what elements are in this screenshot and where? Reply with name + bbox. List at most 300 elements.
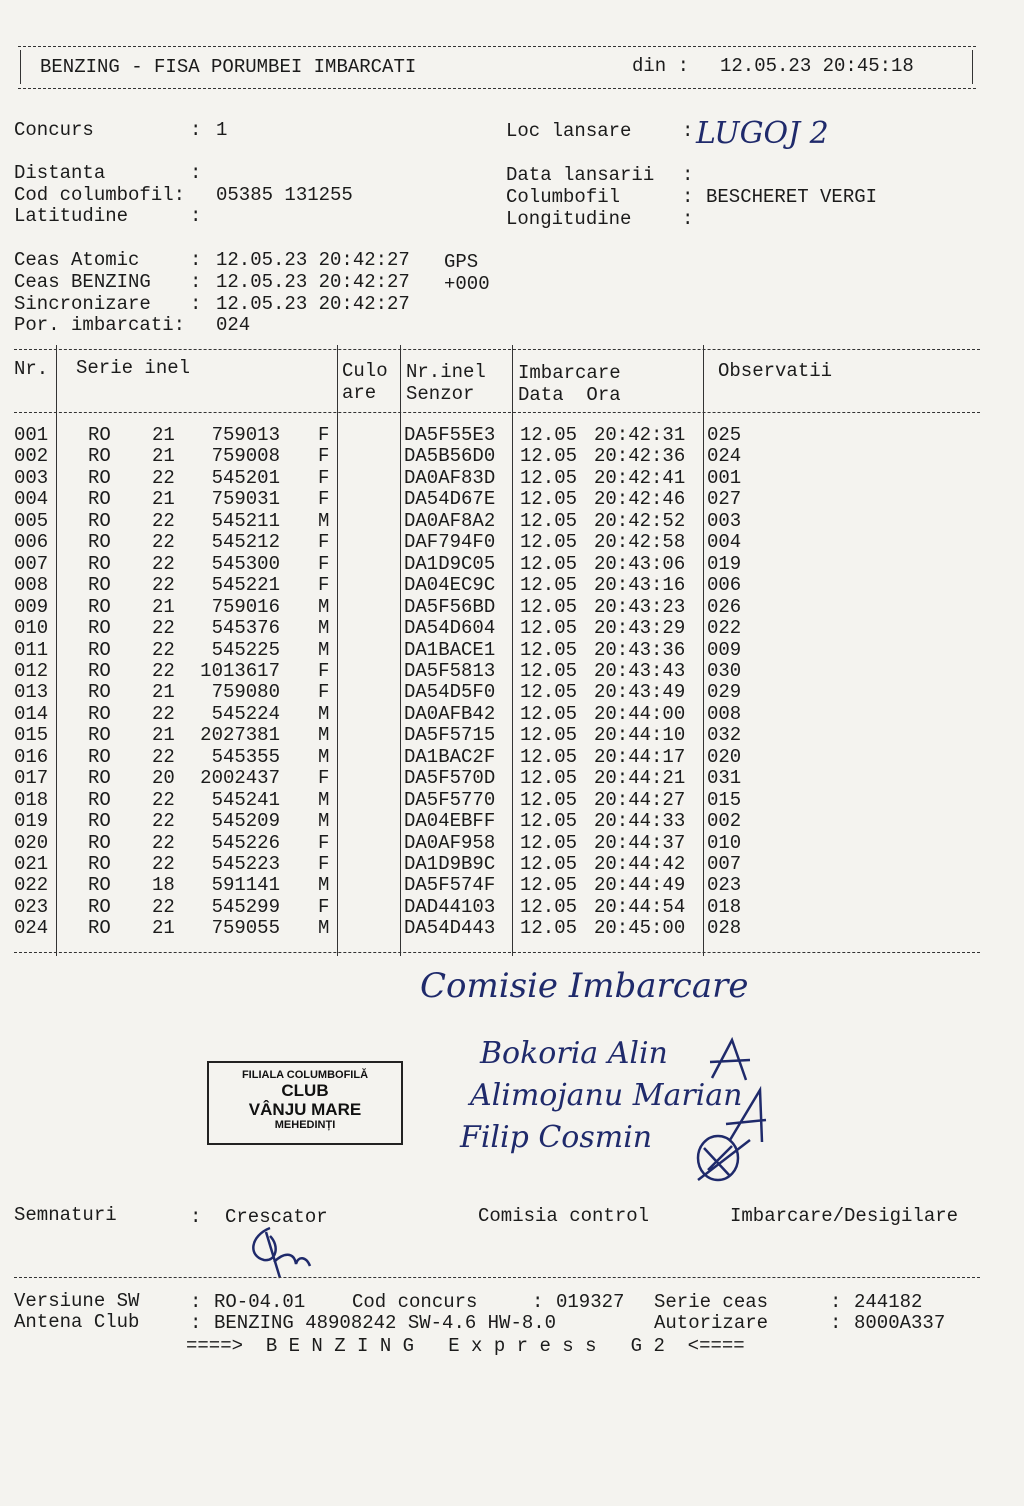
cell-obs: 028 <box>707 917 742 940</box>
cell-obs: 027 <box>707 488 742 511</box>
ceas-atomic-value: 12.05.23 20:42:27 <box>216 249 410 271</box>
col-header-nrinel: Nr.inel <box>406 361 486 383</box>
cell-data: 12.05 <box>520 810 578 833</box>
cell-sex: M <box>318 745 330 768</box>
cell-nr: 001 <box>14 424 49 446</box>
cell-data: 12.05 <box>520 767 578 790</box>
cell-data: 12.05 <box>520 552 578 575</box>
cell-an: 22 <box>152 509 175 532</box>
cell-inel: 545225 <box>211 638 280 661</box>
ceas-benzing-label: Ceas BENZING <box>14 271 151 293</box>
serie-ceas-label: Serie ceas <box>654 1291 769 1313</box>
stamp-line-2: CLUB <box>281 1081 329 1100</box>
cod-concurs-label: Cod concurs <box>352 1291 478 1313</box>
cell-an: 22 <box>152 810 175 833</box>
cell-tara: RO <box>88 724 111 747</box>
cell-sex: M <box>318 874 330 897</box>
cell-obs: 008 <box>707 702 742 725</box>
serie-ceas-value: 244182 <box>854 1291 923 1313</box>
ceas-benzing-value: 12.05.23 20:42:27 <box>216 271 410 293</box>
comisie-heading: Comisie Imbarcare <box>420 966 749 1006</box>
cell-obs: 007 <box>707 853 742 875</box>
cell-tara: RO <box>88 574 111 597</box>
cell-nr: 011 <box>14 638 49 661</box>
cell-an: 22 <box>152 788 175 811</box>
cell-senzor: DA5F574F <box>404 874 496 897</box>
cell-inel: 759031 <box>211 488 280 511</box>
cell-data: 12.05 <box>520 574 578 597</box>
ceas-benzing-offset: +000 <box>444 273 490 295</box>
cell-nr: 007 <box>14 552 49 575</box>
cell-ora: 20:44:10 <box>594 724 686 747</box>
cell-data: 12.05 <box>520 853 578 875</box>
cell-nr: 023 <box>14 895 49 918</box>
cell-tara: RO <box>88 509 111 532</box>
table-row <box>0 897 1000 918</box>
table-body <box>0 425 1024 955</box>
cell-sex: M <box>318 509 330 532</box>
sincronizare-value: 12.05.23 20:42:27 <box>216 293 410 315</box>
cell-nr: 010 <box>14 617 49 640</box>
cell-obs: 010 <box>707 831 742 854</box>
table-row <box>0 790 1000 811</box>
cell-nr: 019 <box>14 810 49 833</box>
cell-an: 21 <box>152 595 175 618</box>
cell-sex: F <box>318 488 330 511</box>
cell-an: 21 <box>152 724 175 747</box>
cell-an: 22 <box>152 552 175 575</box>
cell-obs: 009 <box>707 638 742 661</box>
cell-nr: 013 <box>14 681 49 704</box>
cell-obs: 029 <box>707 681 742 704</box>
table-row <box>0 554 1000 575</box>
cell-data: 12.05 <box>520 659 578 682</box>
autorizare-label: Autorizare <box>654 1312 769 1334</box>
latitudine-label: Latitudine <box>14 205 129 227</box>
semnaturi-label: Semnaturi <box>14 1204 117 1226</box>
table-row <box>0 918 1000 939</box>
cell-sex: M <box>318 638 330 661</box>
cell-ora: 20:42:41 <box>594 466 686 489</box>
cell-tara: RO <box>88 531 111 554</box>
cell-tara: RO <box>88 810 111 833</box>
cell-obs: 022 <box>707 617 742 640</box>
cell-nr: 014 <box>14 702 49 725</box>
columbofil-label: Columbofil <box>506 186 621 208</box>
cell-inel: 2002437 <box>200 767 280 790</box>
cell-inel: 545241 <box>211 788 280 811</box>
cell-tara: RO <box>88 424 111 446</box>
cell-senzor: DA54D443 <box>404 917 496 940</box>
cell-inel: 759016 <box>211 595 280 618</box>
cell-ora: 20:44:49 <box>594 874 686 897</box>
cell-sex: M <box>318 788 330 811</box>
table-top-border <box>14 349 980 350</box>
cod-columbofil-value: 05385 131255 <box>216 184 353 206</box>
cell-an: 21 <box>152 917 175 940</box>
stamp-line-1: FILIALA COLUMBOFILĂ <box>241 1069 369 1081</box>
col-header-nr: Nr. <box>14 358 49 380</box>
cell-data: 12.05 <box>520 745 578 768</box>
table-row <box>0 833 1000 854</box>
cell-nr: 008 <box>14 574 49 597</box>
cell-data: 12.05 <box>520 638 578 661</box>
cell-inel: 591141 <box>211 874 280 897</box>
cell-inel: 2027381 <box>200 724 280 747</box>
cell-sex: M <box>318 702 330 725</box>
cell-inel: 545209 <box>211 810 280 833</box>
cell-ora: 20:43:16 <box>594 574 686 597</box>
header-bottom-border <box>18 88 976 89</box>
cell-obs: 003 <box>707 509 742 532</box>
cell-tara: RO <box>88 874 111 897</box>
loc-lansare-value: LUGOJ 2 <box>696 116 829 151</box>
cell-an: 22 <box>152 831 175 854</box>
cell-sex: F <box>318 424 330 446</box>
cell-an: 22 <box>152 895 175 918</box>
cell-nr: 021 <box>14 853 49 875</box>
cell-ora: 20:42:46 <box>594 488 686 511</box>
cell-an: 21 <box>152 681 175 704</box>
cell-an: 18 <box>152 874 175 897</box>
cell-senzor: DA5F570D <box>404 767 496 790</box>
cell-tara: RO <box>88 638 111 661</box>
cell-tara: RO <box>88 488 111 511</box>
cell-sex: M <box>318 595 330 618</box>
data-lansarii-label: Data lansarii <box>506 164 655 186</box>
cell-ora: 20:44:33 <box>594 810 686 833</box>
cell-inel: 759008 <box>211 445 280 468</box>
cell-data: 12.05 <box>520 788 578 811</box>
cell-senzor: DA0AF8A2 <box>404 509 496 532</box>
cell-senzor: DA1D9B9C <box>404 853 496 875</box>
cell-data: 12.05 <box>520 531 578 554</box>
cell-senzor: DA5F5770 <box>404 788 496 811</box>
cell-sex: M <box>318 810 330 833</box>
col-header-senzor: Senzor <box>406 383 475 405</box>
cell-senzor: DA1D9C05 <box>404 552 496 575</box>
table-row <box>0 446 1000 467</box>
cell-tara: RO <box>88 788 111 811</box>
cell-inel: 545201 <box>211 466 280 489</box>
cell-nr: 018 <box>14 788 49 811</box>
cell-inel: 1013617 <box>200 659 280 682</box>
cell-an: 22 <box>152 531 175 554</box>
cell-data: 12.05 <box>520 424 578 446</box>
versiune-sw-value: RO-04.01 <box>214 1291 306 1313</box>
cell-nr: 016 <box>14 745 49 768</box>
concurs-label: Concurs <box>14 119 94 141</box>
cod-concurs-value: 019327 <box>556 1291 625 1313</box>
cell-ora: 20:43:43 <box>594 659 686 682</box>
table-row <box>0 575 1000 596</box>
cell-an: 22 <box>152 574 175 597</box>
columbofil-value: BESCHERET VERGI <box>706 186 878 208</box>
table-row <box>0 597 1000 618</box>
cell-data: 12.05 <box>520 917 578 940</box>
cell-tara: RO <box>88 767 111 790</box>
cell-sex: F <box>318 574 330 597</box>
cell-inel: 545224 <box>211 702 280 725</box>
crescator-signature <box>240 1222 320 1282</box>
cell-an: 22 <box>152 853 175 875</box>
cell-ora: 20:43:23 <box>594 595 686 618</box>
col-header-serie: Serie inel <box>76 357 191 379</box>
stamp-line-3: VÂNJU MARE <box>248 1100 362 1119</box>
cell-obs: 031 <box>707 767 742 790</box>
cell-obs: 019 <box>707 552 742 575</box>
comisia-control-label: Comisia control <box>478 1205 650 1227</box>
cell-inel: 545300 <box>211 552 280 575</box>
cell-senzor: DAF794F0 <box>404 531 496 554</box>
cell-inel: 545299 <box>211 895 280 918</box>
cell-nr: 004 <box>14 488 49 511</box>
cell-sex: F <box>318 531 330 554</box>
cell-sex: F <box>318 552 330 575</box>
cell-senzor: DA0AF83D <box>404 466 496 489</box>
club-stamp <box>207 1061 403 1145</box>
cell-tara: RO <box>88 745 111 768</box>
cell-sex: M <box>318 617 330 640</box>
cell-sex: F <box>318 895 330 918</box>
din-label: din : <box>632 55 690 77</box>
cell-sex: F <box>318 681 330 704</box>
cell-senzor: DA5F55E3 <box>404 424 496 446</box>
cell-senzor: DA0AF958 <box>404 831 496 854</box>
table-row <box>0 768 1000 789</box>
cell-nr: 003 <box>14 466 49 489</box>
por-imbarcati-value: 024 <box>216 314 251 336</box>
cell-data: 12.05 <box>520 724 578 747</box>
cell-an: 22 <box>152 745 175 768</box>
header-left-border <box>20 50 21 84</box>
cell-data: 12.05 <box>520 466 578 489</box>
page-title: BENZING - FISA PORUMBEI IMBARCATI <box>40 56 417 78</box>
table-row <box>0 811 1000 832</box>
cell-ora: 20:42:52 <box>594 509 686 532</box>
cell-nr: 015 <box>14 724 49 747</box>
commission-signatures <box>690 1030 790 1190</box>
crescator-label: Crescator <box>225 1206 328 1228</box>
cell-ora: 20:43:29 <box>594 617 686 640</box>
cell-ora: 20:43:36 <box>594 638 686 661</box>
cell-obs: 032 <box>707 724 742 747</box>
cell-tara: RO <box>88 895 111 918</box>
benzing-form: BENZING - FISA PORUMBEI IMBARCATI din : 12.05.23 20:45:18 Concurs : 1 Distanta : Cod columbofil: 05385 131255 Latitudine : Loc lansare : LUGOJ 2 Data lansarii : Columbofil : BESCHERET VERGI Longitudine : Ceas Atomic : 12.05.23 20:42:27 GPS Ceas BENZING : 12.05.23 20:42:27 +000 Sincronizare : 12.05.23 20:42:27 Por. imbarcati: 024 Nr. Serie inel Culo are Nr.inel Senzor Imbarcare Data Ora Observatii 001 RO 21 759013 F DA5F55E3 12.05 20:42:31 025 002 RO 21 759008 F DA5B56D0 12.05 20:42:36 024 003 RO 22 545201 F DA0AF83D 12.05 20:42:41 001 004 RO 21 759031 F DA54D67E 12.05 20:42:46 027 005 RO 22 545211 M DA0AF8A2 12.05 20:42:52 003 006 RO 22 545212 F DAF794F0 12.05 20:42:58 004 007 RO 22 545300 F DA1D9C05 12.05 20:43:06 019 008 RO 22 545221 F DA04EC9C 12.05 20:43:16 006 009 RO 21 759016 M DA5F56BD 12.05 20:43:23 026 010 RO 22 545376 M DA54D604 12.05 20:43:29 022 011 RO 22 545225 M DA1BACE1 12.05 20:43:36 009 012 RO 22 1013617 F DA5F5813 12.05 20:43:43 030 013 RO 21 759080 F DA54D5F0 12.05 20:43:49 029 014 RO 22 545224 M DA0AFB42 12.05 20:44:00 008 015 RO 21 2027381 M DA5F5715 12.05 20:44:10 032 016 RO 22 545355 M DA1BAC2F 12.05 20:44:17 020 017 RO 20 2002437 F DA5F570D 12.05 20:44:21 031 018 RO 22 545241 M DA5F5770 12.05 20:44:27 015 019 RO 22 545209 M DA04EBFF 12.05 20:44:33 002 020 RO 22 545226 F DA0AF958 12.05 20:44:37 010 021 RO 22 545223 F DA1D9B9C 12.05 20:44:42 007 022 RO 18 591141 M DA5F574F 12.05 20:44:49 023 023 RO 22 545299 F DAD44103 12.05 20:44:54 018 024 RO 21 759055 M DA54D443 12.05 20:45:00 028 Comisie Imbarcare Bokoria Alin Alimojanu Marian Filip Cosmin FILIALA COLUMBOFILĂ CLUB VÂNJU MARE MEHEDINȚI Semnaturi : Crescator Comisia control Imbarcare/Desigilare Versiune SW : RO-04.01 Cod concurs : 019327 Serie ceas : 244182 Antena Club : BENZING 48908242 SW-4.6 HW-8.0 Autorizare : 8000A337 ====> B E N Z I N G E x p r e s s G 2 <==== <box>0 0 1024 1506</box>
ceas-atomic-source: GPS <box>444 251 479 273</box>
cell-tara: RO <box>88 917 111 940</box>
col-header-observatii: Observatii <box>718 360 833 382</box>
table-row <box>0 875 1000 896</box>
cell-an: 21 <box>152 488 175 511</box>
table-row <box>0 704 1000 725</box>
cell-ora: 20:44:42 <box>594 853 686 875</box>
table-row <box>0 425 1000 446</box>
table-row <box>0 661 1000 682</box>
comisie-name-3: Filip Cosmin <box>460 1120 653 1155</box>
cell-data: 12.05 <box>520 488 578 511</box>
cell-ora: 20:43:06 <box>594 552 686 575</box>
cell-an: 22 <box>152 617 175 640</box>
cell-inel: 545211 <box>211 509 280 532</box>
cell-sex: M <box>318 917 330 940</box>
cell-senzor: DA54D604 <box>404 617 496 640</box>
cell-inel: 545221 <box>211 574 280 597</box>
cell-obs: 025 <box>707 424 742 446</box>
cell-senzor: DA54D67E <box>404 488 496 511</box>
antena-club-value: BENZING 48908242 SW-4.6 HW-8.0 <box>214 1312 557 1334</box>
footer-border <box>14 1277 980 1278</box>
cell-ora: 20:44:54 <box>594 895 686 918</box>
cell-tara: RO <box>88 681 111 704</box>
din-value: 12.05.23 20:45:18 <box>720 55 914 77</box>
cell-tara: RO <box>88 445 111 468</box>
stamp-line-4: MEHEDINȚI <box>274 1119 336 1131</box>
cell-nr: 006 <box>14 531 49 554</box>
cell-inel: 545355 <box>211 745 280 768</box>
cell-obs: 026 <box>707 595 742 618</box>
cell-nr: 024 <box>14 917 49 940</box>
cell-nr: 017 <box>14 767 49 790</box>
cell-nr: 020 <box>14 831 49 854</box>
cell-an: 21 <box>152 445 175 468</box>
cell-data: 12.05 <box>520 831 578 854</box>
cell-sex: F <box>318 853 330 875</box>
cell-sex: M <box>318 724 330 747</box>
cod-columbofil-label: Cod columbofil: <box>14 184 186 206</box>
cell-obs: 018 <box>707 895 742 918</box>
cell-inel: 545226 <box>211 831 280 854</box>
cell-tara: RO <box>88 853 111 875</box>
cell-obs: 001 <box>707 466 742 489</box>
cell-ora: 20:44:17 <box>594 745 686 768</box>
cell-senzor: DAD44103 <box>404 895 496 918</box>
cell-sex: F <box>318 767 330 790</box>
cell-senzor: DA0AFB42 <box>404 702 496 725</box>
cell-ora: 20:42:31 <box>594 424 686 446</box>
table-row <box>0 532 1000 553</box>
cell-tara: RO <box>88 702 111 725</box>
cell-senzor: DA5B56D0 <box>404 445 496 468</box>
table-header-border <box>14 412 980 413</box>
cell-senzor: DA04EBFF <box>404 810 496 833</box>
cell-nr: 012 <box>14 659 49 682</box>
cell-inel: 545223 <box>211 853 280 875</box>
cell-an: 22 <box>152 466 175 489</box>
versiune-sw-label: Versiune SW <box>14 1290 140 1312</box>
antena-club-label: Antena Club <box>14 1311 140 1333</box>
longitudine-label: Longitudine <box>506 208 632 230</box>
por-imbarcati-label: Por. imbarcati: <box>14 314 186 336</box>
cell-an: 22 <box>152 638 175 661</box>
table-row <box>0 468 1000 489</box>
cell-inel: 545376 <box>211 617 280 640</box>
col-header-culo: Culo <box>342 360 388 382</box>
cell-senzor: DA04EC9C <box>404 574 496 597</box>
cell-data: 12.05 <box>520 509 578 532</box>
autorizare-value: 8000A337 <box>854 1312 946 1334</box>
cell-obs: 002 <box>707 810 742 833</box>
cell-inel: 759055 <box>211 917 280 940</box>
cell-sex: F <box>318 445 330 468</box>
cell-inel: 759013 <box>211 424 280 446</box>
cell-data: 12.05 <box>520 681 578 704</box>
cell-senzor: DA54D5F0 <box>404 681 496 704</box>
loc-lansare-label: Loc lansare <box>506 120 632 142</box>
cell-ora: 20:44:21 <box>594 767 686 790</box>
cell-senzor: DA1BACE1 <box>404 638 496 661</box>
cell-data: 12.05 <box>520 895 578 918</box>
cell-ora: 20:44:37 <box>594 831 686 854</box>
cell-sex: F <box>318 466 330 489</box>
table-row <box>0 725 1000 746</box>
cell-nr: 005 <box>14 509 49 532</box>
cell-data: 12.05 <box>520 595 578 618</box>
cell-tara: RO <box>88 831 111 854</box>
cell-senzor: DA5F56BD <box>404 595 496 618</box>
sincronizare-label: Sincronizare <box>14 293 151 315</box>
comisie-name-1: Bokoria Alin <box>480 1036 668 1071</box>
col-header-data-ora: Data Ora <box>518 384 621 406</box>
header-top-border <box>18 46 976 47</box>
cell-sex: F <box>318 659 330 682</box>
cell-nr: 002 <box>14 445 49 468</box>
cell-nr: 009 <box>14 595 49 618</box>
cell-obs: 015 <box>707 788 742 811</box>
col-header-are: are <box>342 382 377 404</box>
cell-tara: RO <box>88 595 111 618</box>
table-row <box>0 511 1000 532</box>
cell-ora: 20:43:49 <box>594 681 686 704</box>
cell-obs: 030 <box>707 659 742 682</box>
table-row <box>0 854 1000 875</box>
distanta-label: Distanta <box>14 162 106 184</box>
cell-data: 12.05 <box>520 445 578 468</box>
cell-nr: 022 <box>14 874 49 897</box>
cell-obs: 024 <box>707 445 742 468</box>
cell-an: 22 <box>152 702 175 725</box>
header-right-border <box>972 50 973 84</box>
cell-senzor: DA5F5715 <box>404 724 496 747</box>
cell-ora: 20:44:00 <box>594 702 686 725</box>
cell-tara: RO <box>88 466 111 489</box>
cell-senzor: DA5F5813 <box>404 659 496 682</box>
comisie-name-2: Alimojanu Marian <box>470 1078 743 1113</box>
table-row <box>0 747 1000 768</box>
table-row <box>0 489 1000 510</box>
cell-senzor: DA1BAC2F <box>404 745 496 768</box>
cell-an: 20 <box>152 767 175 790</box>
cell-an: 22 <box>152 659 175 682</box>
benzing-banner: ====> B E N Z I N G E x p r e s s G 2 <==== <box>186 1335 745 1357</box>
cell-obs: 006 <box>707 574 742 597</box>
table-row <box>0 618 1000 639</box>
cell-obs: 023 <box>707 874 742 897</box>
cell-an: 21 <box>152 424 175 446</box>
cell-tara: RO <box>88 617 111 640</box>
cell-ora: 20:42:36 <box>594 445 686 468</box>
table-row <box>0 640 1000 661</box>
cell-tara: RO <box>88 552 111 575</box>
cell-ora: 20:44:27 <box>594 788 686 811</box>
ceas-atomic-label: Ceas Atomic <box>14 249 140 271</box>
cell-obs: 020 <box>707 745 742 768</box>
cell-sex: F <box>318 831 330 854</box>
cell-data: 12.05 <box>520 702 578 725</box>
concurs-value: 1 <box>216 119 228 141</box>
imbarcare-desigilare-label: Imbarcare/Desigilare <box>730 1205 959 1227</box>
cell-inel: 759080 <box>211 681 280 704</box>
